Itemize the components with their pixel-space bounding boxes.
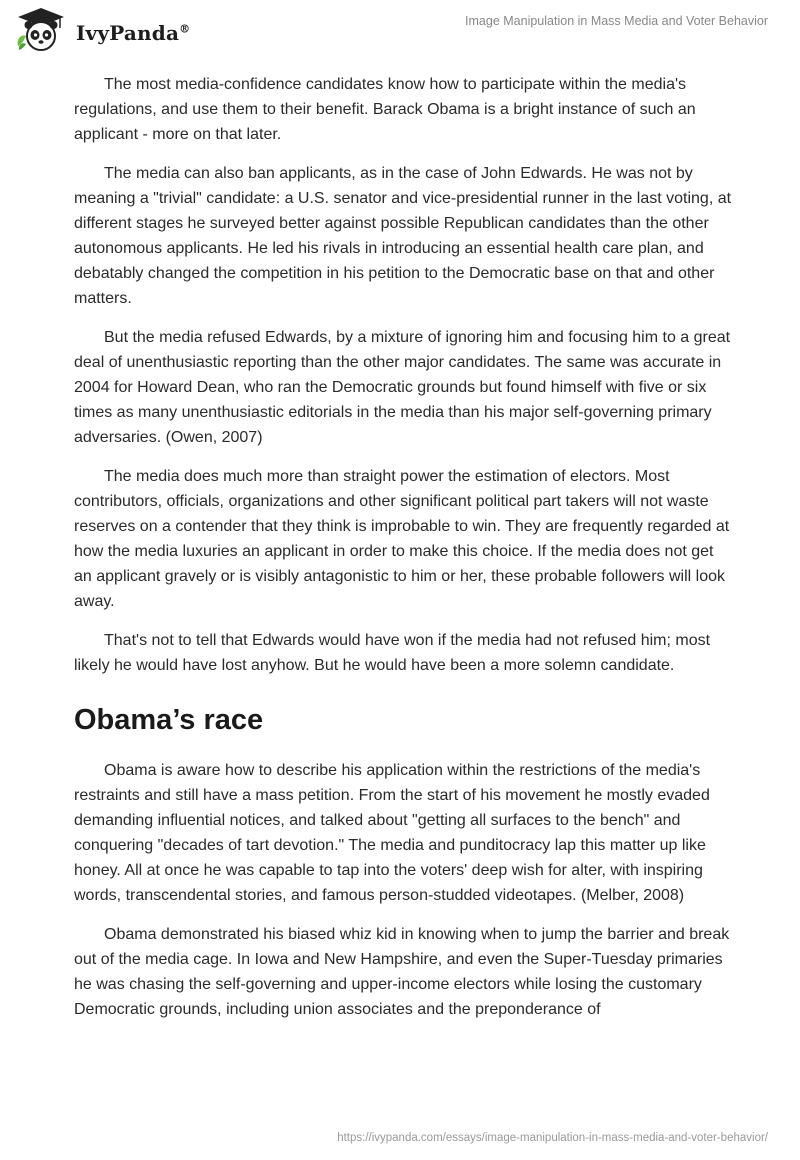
paragraph: Obama demonstrated his biased whiz kid in knowing when to jump the barrier and break out of the media cage. In Iowa and New Hampshire, and even the Super-Tuesday primaries he was chasing the self-governing and upper-income electors while losing the customary Democratic grounds, including union associates and the preponderance of	[74, 926, 730, 1018]
paragraph: Obama is aware how to describe his application within the restrictions of the media's restraints and still have a mass petition. From the start of his movement he mostly evaded demanding influential notices, and talked about "getting all surfaces to the bench" and conquering "decades of tart devotion." The media and punditocracy lap this matter up like honey. All at once he was capable to tap into the voters' deep wish for alter, with inspiring words, transcendental stories, and famous person-studded videotapes. (Melber, 2008)	[74, 762, 710, 904]
paragraph: The media can also ban applicants, as in the case of John Edwards. He was not by meaning a "trivial" candidate: a U.S. senator and vice-presidential runner in the last voting, at different stages he surveyed better against possible Republican candidates than the other autonomous applicants. He led his rivals in introducing an essential health care plan, and debatably changed the competition in his petition to the Democratic base on that and other matters.	[74, 165, 732, 307]
paragraph: The media does much more than straight power the estimation of electors. Most contributors, officials, organizations and other significant political part takers will not waste reserves on a contender that they think is improbable to win. They are frequently regarded at how the media luxuries an applicant in order to make this choice. If the media does not get an applicant gravely or is visibly antagonistic to him or her, these probable followers will look away.	[74, 468, 730, 610]
section-heading: Obama’s race	[74, 704, 264, 736]
paragraph: But the media refused Edwards, by a mixture of ignoring him and focusing him to a great deal of unenthusiastic reporting than the other major candidates. The same was accurate in 2004 for Howard Dean, who ran the Democratic grounds but found himself with five or six times as many unenthusiastic editorials in the media than his major self-governing primary adversaries. (Owen, 2007)	[74, 329, 731, 446]
panda-logo-icon	[14, 6, 70, 59]
source-url[interactable]: https://ivypanda.com/essays/image-manipulation-in-mass-media-and-voter-behavior/	[337, 1132, 768, 1144]
brand-name: IvyPanda®	[76, 20, 191, 45]
brand-logo[interactable]	[14, 6, 190, 59]
document-title: Image Manipulation in Mass Media and Voter Behavior	[465, 14, 768, 28]
page-header	[0, 0, 800, 64]
paragraph: The most media-confidence candidates know how to participate within the media's regulations, and use them to their benefit. Barack Obama is a bright instance of such an applicant - more on that later.	[74, 76, 696, 143]
essay-body	[74, 72, 734, 1036]
paragraph: That's not to tell that Edwards would have won if the media had not refused him; most likely he would have lost anyhow. But he would have been a more solemn candidate.	[74, 632, 711, 674]
